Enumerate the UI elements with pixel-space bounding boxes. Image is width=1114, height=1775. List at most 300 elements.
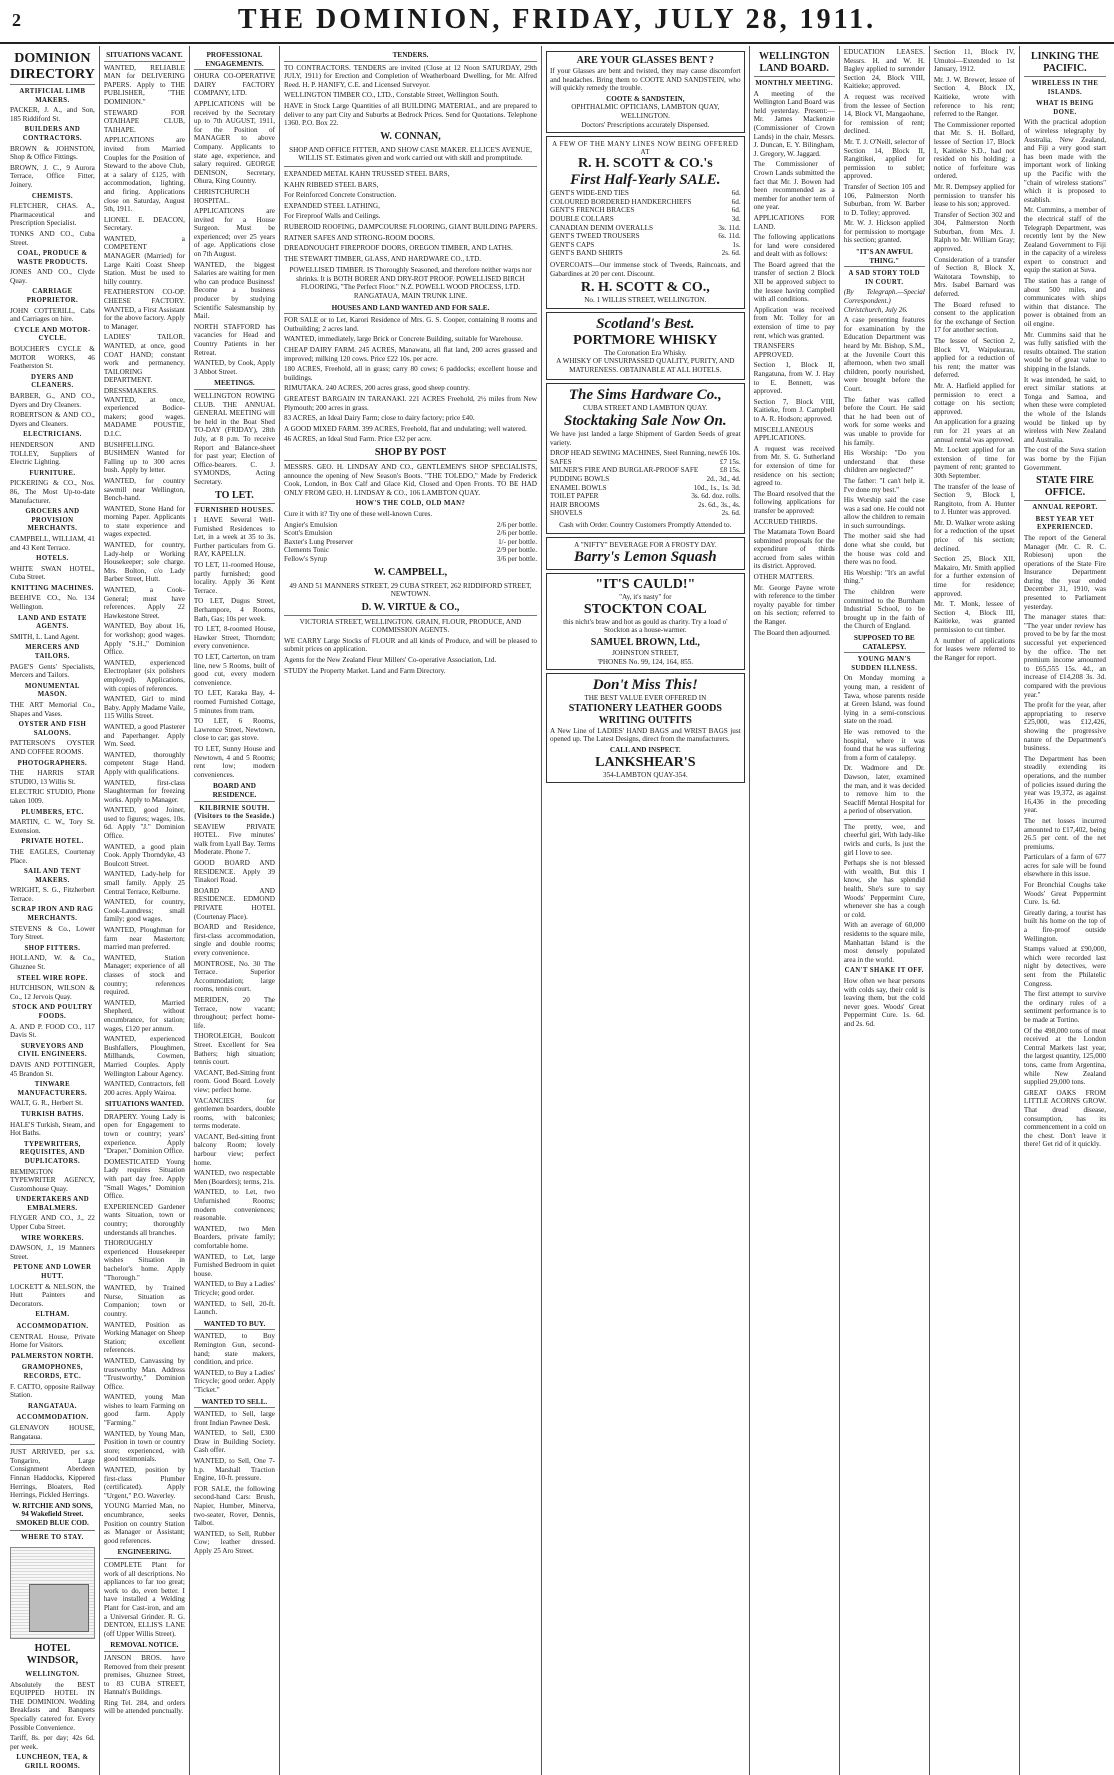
classified-ad: LADIES' TAILOR. WANTED, at once, good COAT HAND; constant work and permanency. TAILORING DEPARTMENT.	[103, 333, 185, 385]
directory-entry: THE ART Memorial Co., Shapes and Vases.	[10, 701, 95, 718]
directory-section-title: RANGATAUA.	[27, 1402, 77, 1410]
article-paragraph: The children were committed to the Burnham Industrial School, to be brought up in the faith of the Church of England.	[843, 588, 925, 631]
price-row-item: SAFES	[550, 457, 572, 466]
article-paragraph: The Board agreed that the transfer of section 2 Block XII be approved subject to the lessee having complied with all conditions.	[753, 260, 835, 304]
price-row-price: 3s. 11d.	[718, 223, 741, 232]
directory-entry: DAVIS AND POTTINGER, 45 Brandon St.	[10, 1060, 95, 1078]
glasses-foot: Doctors' Prescriptions accurately Dispensed.	[581, 120, 710, 129]
tenders-heading: TENDERS.	[284, 51, 537, 62]
wanted-sell-heading: WANTED TO SELL.	[194, 1398, 275, 1409]
hotel-town: WELLINGTON.	[25, 1671, 80, 1679]
article-paragraph: Greatly daring, a tourist has built his home on the top of a fire-proof outside Wellington.	[1023, 908, 1106, 943]
classified-ad: THOROUGHLY experienced Housekeeper wishes Situation in bachelor's home. Apply "Thorough."	[103, 1239, 185, 1282]
price-row	[550, 224, 741, 233]
classified-ad: TO LET, 6 Rooms, Lawrence Street, Newtown, close to car; gas stove.	[193, 717, 275, 743]
miss-item: STATIONERY LEATHER GOODS WRITING OUTFITS	[568, 702, 722, 726]
timber-line: EXPANDED METAL KAHN TRUSSED STEEL BARS,	[284, 169, 450, 178]
timber-line: RATNER SAFES AND STRONG-ROOM DOORS.	[284, 233, 435, 242]
directory-entry: ELECTRIC STUDIO, Phone taken 1009.	[10, 788, 95, 805]
classified-ad: THOROLEIGH, Boulcott Street. Excellent for Sea Bathers; high situation; tennis court.	[193, 1032, 275, 1067]
directory-entry: PICKERING & CO., Nos. 86, The Most Up-to-date Manufacturer.	[10, 479, 95, 505]
article-paragraph: The following applications for land were considered and dealt with as follows:	[753, 233, 835, 259]
classified-ad: WANTED, for country sawmill near Wellington, Bench-hand.	[103, 476, 185, 503]
classified-ad: VACANT, Bed-Sitting front room. Good Board. Lovely view; perfect home.	[193, 1068, 275, 1094]
price-row-item: ENAMEL BOWLS	[550, 483, 607, 492]
article-paragraph: The net losses incurred amounted to £17,402, being 26.5 per cent. of the net premiums.	[1023, 816, 1106, 851]
powellised-text: POWELLISED TIMBER. IS Thoroughly Seasoned, and therefore neither warps nor shrinks. It is BOTH BORER AND DRY-ROT PROOF. POWELLISED BIRCH FLOORING, "The Perfect Floor." N.Z. POWELL WOOD PROCESS, LTD. RANGATAUA, MAIN TRUNK LINE.	[289, 266, 532, 301]
classified-ad: WANTED, to Let, large Furnished Bedroom in quiet house.	[193, 1252, 275, 1278]
classified-ad: DOMESTICATED Young Lady requires Situation with part day free. Apply "Small Wages," Dominion Office.	[103, 1157, 185, 1201]
professional-heading: PROFESSIONAL ENGAGEMENTS.	[194, 51, 275, 70]
article-paragraph: Of the 498,000 tons of meat received at the London Central Markets last year, the largest quantity, 125,000 tons, came from Argentina, while New Zealand supplied 29,000 tons.	[1023, 1026, 1106, 1087]
classified-ad: MERIDEN, 20 The Terrace, now vacant; throughout; perfect home-life.	[193, 995, 275, 1030]
article-paragraph: On Monday morning a young man, a resident of Tawa, whose parents reside at Green Island, was found lying in a semi-conscious state on the road.	[843, 674, 925, 726]
directory-section-title: UNDERTAKERS AND EMBALMERS.	[15, 1196, 90, 1212]
classified-ad: TO LET, Carterton, on tram line, new 5 Rooms, built of good cut, every modern convenience.	[193, 653, 275, 687]
classified-ad: DRESSMAKERS. WANTED, at once, experienced Bodice-makers; good wages. MADAME POUSTIE, D.I.C.	[103, 386, 185, 438]
scott-sale: First Half-Yearly SALE.	[570, 172, 721, 189]
directory-section-title: WIRE WORKERS.	[20, 1234, 84, 1242]
directory-entry: ROBERTSON & AND CO., Dyers and Cleaners.	[10, 411, 95, 428]
directory-section-title: BUILDERS AND CONTRACTORS.	[22, 126, 83, 142]
classified-ad: TO LET, 11-roomed House, partly furnished; good locality. Apply 36 Kent Terrace.	[193, 561, 275, 595]
article-paragraph: Application was received from Mr. Tolley for an extension of time to pay rent, which was granted.	[753, 305, 835, 340]
campbell-heading: HOW'S THE COLD, OLD MAN?	[355, 500, 466, 508]
property-ad: A GOOD MIXED FARM. 399 ACRES, Freehold, flat and undulating; well watered.	[284, 424, 527, 433]
directory-entry: PAGE'S Gents' Specialists, Mercers and Tailors.	[10, 662, 95, 680]
classified-ad: WANTED, to Buy Remington Gun, second-hand; state makers, condition, and price.	[193, 1332, 275, 1367]
campbell-address: 49 AND 51 MANNERS STREET, 29 CUBA STREET, 262 RIDDIFORD STREET, NEWTOWN.	[289, 581, 532, 599]
price-row-item: COLOURED BORDERED HANDKERCHIEFS	[550, 197, 692, 206]
classified-ad: WANTED, Married Shepherd, without encumbrance, for station; wages, £120 per annum.	[103, 998, 185, 1033]
article-paragraph: The father: "I can't help it. I've done my best."	[843, 476, 925, 494]
property-ad: 180 ACRES, Freehold, all in grass; carry 80 cows; 6 paddocks; excellent house and buildings.	[284, 365, 537, 382]
article-paragraph: Perhaps she is not blessed with wealth, But this I know, she has splendid health, She's sure to say Woods' Peppermint Cure, whenever she has a cough or cold.	[843, 859, 925, 919]
directory-entry: JOHN COTTERILL, Cabs and Carriages on hire.	[10, 306, 95, 324]
directory-heading: DOMINION DIRECTORY	[10, 51, 95, 85]
article-paragraph: Mr. George Payne wrote with reference to the timber royalty payable for timber on his section; referred to the Ranger.	[753, 583, 835, 627]
board-list	[194, 823, 275, 1317]
article-paragraph: His Worship said the case was a sad one. He could not allow the children to remain in such surroundings.	[843, 496, 925, 530]
whisky-ad	[546, 312, 745, 381]
price-row-price: 2s. 6d., 3s., 4s.	[698, 500, 741, 509]
removal-text: JANSON BROS. have Removed from their present premises, Ghuznee Street, to 83 CUBA STREET, Hannah's Buildings.	[103, 1653, 185, 1697]
directory-entry: JONES AND CO., Clyde Quay.	[10, 268, 95, 285]
directory-entry: MARTIN, C. W., Tory St. Extension.	[10, 818, 95, 835]
miss-heading: Don't Miss This!	[592, 677, 698, 694]
brown-address: JOHNSTON STREET,	[612, 648, 679, 657]
price-row-item: Fellow's Syrup	[284, 554, 328, 563]
lankshear-ad	[546, 673, 745, 783]
classified-ad: WANTED, Station Manager; experience of all classes of stock and country; references required.	[103, 953, 185, 997]
classified-ad: WANTED, Boy about 16, for workshop; good wages. Apply "S.H.," Dominion Office.	[103, 622, 185, 657]
miss-sub: THE BEST VALUE EVER OFFERED IN	[584, 694, 707, 703]
article-paragraph: Consideration of a transfer of Section 8, Block X, Waitotara Township, to Mrs. Isabel Barnard was deferred.	[933, 255, 1015, 299]
to-let-list	[194, 516, 275, 779]
miss-text: A New Line of LADIES' HAND BAGS and WRIST BAGS just opened up. The Latest Designs, direct from the manufacturers.	[550, 726, 741, 744]
hotel-engraving	[10, 1547, 95, 1639]
article-paragraph: Section 11, Block IV, Umutoi—Extended to 1st January, 1912.	[933, 48, 1015, 74]
article-paragraph: For Bronchial Coughs take Woods' Great Peppermint Cure. 1s. 6d.	[1023, 881, 1106, 907]
article-paragraph: Mr. J. W. Brewer, lessee of Section 4, Block IX, Kaitieke, wrote with reference to his rent; referred to the Ranger.	[933, 75, 1015, 119]
study-text: STUDY the Property Market. Land and Farm Directory.	[284, 666, 446, 675]
article-paragraph: The lessee of Section 2, Block VI, Waipukurau, applied for a reduction of his rent; the matter was deferred.	[933, 337, 1015, 380]
price-row-price: 2/9 per bottle.	[496, 546, 537, 555]
price-row-price: 3d.	[731, 214, 741, 223]
lindsay-heading: SHOP BY POST	[284, 447, 537, 461]
awful-heading: "IT'S AN AWFUL THING."	[844, 248, 925, 267]
property-ad: 83 ACRES, an Ideal Dairy Farm; close to dairy factory; price £40.	[284, 414, 475, 423]
directory-section-title: HOTELS.	[36, 555, 69, 563]
article-paragraph: The pretty, wee, and cheerful girl, With lady-like twirls and curls, Is just the girl I love to see.	[843, 822, 925, 857]
price-row-price: £6 10s.	[719, 449, 741, 458]
price-row-price: 2s. 6d.	[721, 509, 741, 518]
directory-section-title: ARTIFICIAL LIMB MAKERS.	[19, 88, 86, 104]
column-7	[840, 46, 930, 1775]
classified-ad: WANTED, the biggest Salaries are waiting for men who can produce Business! Become a business producer by studying Scientific Salesmanship by Mail.	[193, 260, 275, 321]
price-row	[550, 232, 741, 241]
price-row	[550, 492, 741, 501]
brown-phone: 'PHONES No. 99, 124, 164, 855.	[597, 657, 694, 666]
price-row-item: TOILET PAPER	[550, 492, 599, 501]
directory-entry: CENTRAL House, Private Home for Visitors.	[10, 1332, 95, 1350]
price-row	[550, 189, 741, 198]
price-row-price: 1/- per bottle.	[498, 537, 537, 546]
classified-ad: WANTED, experienced Bushfallers, Ploughmen, Millhands, Cowmen, Married Couples. Apply Wellington Labour Agency.	[103, 1035, 185, 1078]
whisky-brand: PORTMORE WHISKY	[573, 332, 718, 348]
education-leases-article	[844, 48, 925, 245]
directory-entry: BROWN & JOHNSTON, Shop & Office Fittings.	[10, 144, 95, 162]
column-4	[280, 46, 542, 1775]
miss-call: CALL AND INSPECT.	[609, 745, 681, 754]
directory-entry: STEVENS & Co., Lower Tory Street.	[10, 924, 95, 942]
classified-ad: WANTED, a COMPETENT MANAGER (Married) for Large Kaiti Coast Sheep Station. Must be used to hilly country.	[103, 234, 185, 286]
directory-section-title: CARRIAGE PROPRIETOR.	[26, 288, 79, 305]
columns	[6, 46, 1110, 1770]
classified-ad: FEATHERSTON CO-OP. CHEESE FACTORY. WANTED, a First Assistant for the above factory. Apply to Manager.	[103, 288, 185, 331]
classified-ad: TO LET, Dugus Street, Berhampore, 4 Rooms, Bath, Gas; 10s per week.	[193, 597, 275, 623]
price-row	[550, 206, 741, 215]
scott-intro: A FEW OF THE MANY LINES NOW BEING OFFERED AT	[552, 140, 739, 157]
price-row	[550, 475, 741, 484]
price-row-item: Scott's Emulsion	[284, 529, 333, 538]
classified-ad: WANTED, good Joiner, used to figures; wages, 10s. 6d. Apply "J." Dominion Office.	[103, 806, 185, 841]
situations-vacant-list	[104, 64, 185, 1098]
directory-entry: HUTCHISON, WILSON & Co., 12 Jervois Quay.	[10, 984, 95, 1001]
price-row	[550, 215, 741, 224]
property-ad: WANTED, immediately, large Brick or Concrete Building, suitable for Warehouse.	[284, 335, 523, 344]
column-1	[6, 46, 100, 1775]
shake-heading: CAN'T SHAKE IT OFF.	[844, 967, 924, 975]
pacific-subheading: WIRELESS IN THE ISLANDS.	[1031, 80, 1099, 96]
classified-ad: WANTED, two Men Boarders, private family; comfortable home.	[193, 1224, 275, 1250]
directory-entry: BARBER, G., AND CO., Dyers and Dry Cleaners.	[10, 392, 95, 409]
price-row-item: GENT'S TWEED TROUSERS	[550, 232, 640, 241]
price-row-price: 10d., 1s., 1s. 3d.	[693, 483, 741, 492]
classified-ad: WANTED, a good Plasterer and Paperhanger. Apply Wm. Seed.	[103, 722, 185, 749]
article-paragraph: The report of the General Manager (Mr. C. R. C. Robieson) upon the operations of the State Fire Insurance Department during the year ended December 31, 1910, was presented to Parliament yesterday.	[1023, 533, 1106, 611]
price-row	[284, 529, 537, 538]
price-row-item: DOUBLE COLLARS	[550, 214, 614, 223]
classified-ad: VACANT, Bed-sitting front balcony Room; lovely harbour view; perfect home.	[193, 1132, 275, 1167]
brown-name: SAMUEL BROWN, Ltd.,	[590, 636, 700, 648]
classified-ad: WANTED, by Young Man, Position in town or country store; experienced, with good testimonials.	[103, 1429, 185, 1464]
article-paragraph: The manager states that: "The year under review has proved to be by far the most successful yet experienced by the office. The net premium income amounted to £65,555 15s. 4d., an increase of £14,208 3s. 3d. compared with the previous year."	[1023, 613, 1106, 699]
to-let-heading: TO LET.	[194, 490, 275, 504]
price-row-price: 1s.	[732, 240, 741, 249]
directory-entry: WRIGHT, S. G., Fitzherbert Terrace.	[10, 886, 95, 903]
page-number: 2	[12, 10, 21, 30]
article-paragraph: The profit for the year, after appropriating to reserve £25,000, was £12,426, showing the progressive nature of the Department's business.	[1023, 701, 1106, 753]
pacific-subheading-2: WHAT IS BEING DONE.	[1036, 100, 1094, 116]
directory-entry: HENDERSON AND TOLLEY, Suppliers of Electric Lighting.	[10, 440, 95, 467]
lemon-name: Barry's Lemon Squash	[574, 549, 717, 566]
directory-section-title: PRIVATE HOTEL.	[21, 838, 84, 846]
classified-ad: WANTED, to Sell, large front Indian Pawnee Desk.	[193, 1410, 275, 1427]
price-row-price: 2s. 6d.	[721, 249, 741, 258]
classified-ad: WANTED, a good plain Cook. Apply Thorndyke, 43 Boulcott Street.	[103, 842, 185, 868]
sims-text: We have just landed a large Shipment of Garden Seeds of great variety.	[550, 430, 741, 447]
classified-ad: WANTED, thoroughly competent Stage Hand. Apply with qualifications.	[103, 750, 185, 776]
glasses-sub: OPHTHALMIC OPTICIANS, LAMBTON QUAY, WELLINGTON.	[571, 103, 720, 120]
article-paragraph: The first attempt to survive the ordinary rules of a sentiment performance is to be made at Tortino.	[1023, 990, 1106, 1024]
wanted-buy-heading: WANTED TO BUY.	[194, 1320, 275, 1331]
property-ad: 46 ACRES, an Ideal Stud Farm. Price £32 per acre.	[284, 435, 432, 444]
classified-ad: BOARD AND RESIDENCE. EDMOND PRIVATE HOTEL (Courtenay Place).	[193, 886, 275, 921]
directory-section-title: LAND AND ESTATE AGENTS.	[17, 614, 87, 631]
price-row-price: 6d.	[731, 197, 741, 206]
fire-office-subheading-2: BEST YEAR YET EXPERIENCED.	[1035, 515, 1095, 532]
classified-ad: WANTED, two respectable Men (Boarders); terms, 21s.	[193, 1169, 275, 1186]
meetings-text: WELLINGTON ROWING CLUB. THE ANNUAL GENERAL MEETING will be held in the Boat Shed TO-DAY (FRIDAY), 28th July, at 8 p.m. To receive Report and Balance-sheet for past year; Election of Office-bearers. C. J. SYMONDS, Acting Secretary.	[193, 391, 275, 486]
scott-ad	[546, 136, 745, 309]
furnished-heading: FURNISHED HOUSES.	[195, 506, 274, 514]
sims-name: The Sims Hardware Co.,	[568, 387, 722, 404]
coal-ad	[546, 573, 745, 670]
classified-ad: FOR SALE, the following second-hand Cars: Brush, Napier, Humber, Minerva, two-seater, Rover, Dennis, Talbot.	[193, 1484, 275, 1528]
awful-subheading: A SAD STORY TOLD IN COURT.	[848, 270, 920, 286]
column-2	[100, 46, 190, 1775]
price-row-price: 6d.	[731, 206, 741, 215]
price-row-item: GENT'S CAPS	[550, 240, 595, 249]
classified-ad: WANTED, a Cook-General; must have references. Apply 22 Hawkestone Street.	[103, 586, 185, 620]
column-8	[930, 46, 1020, 1775]
article-paragraph: Mr. Cummins said that he was fully satisfied with the results obtained. The station would be of great value to shipping in the Islands.	[1023, 330, 1106, 373]
catalepsy-article	[844, 674, 925, 816]
situations-wanted-list	[104, 1113, 185, 1546]
land-board-continued	[934, 48, 1015, 662]
classified-ad: EXPERIENCED Gardener wants Situation, town or country; thoroughly understands all branches.	[103, 1202, 185, 1237]
glasses-heading: ARE YOUR GLASSES BENT ?	[576, 55, 714, 66]
directory-entry: SMITH, L. Land Agent.	[10, 632, 80, 641]
article-paragraph: His Worship: "It's an awful thing."	[843, 568, 925, 586]
directory-entry: WHITE SWAN HOTEL, Cuba Street.	[10, 564, 95, 582]
houses-heading: HOUSES AND LAND WANTED AND FOR SALE.	[284, 304, 537, 315]
price-row-price: £7 15s.	[719, 457, 741, 466]
hotel-lunch: LUNCHEON, TEA, & GRILL ROOMS.	[16, 1754, 89, 1770]
tender-ad: HAVE in Stock Large Quantities of all BUILDING MATERIAL, and are prepared to deliver to any part City and Suburbs at Bedrock Prices. Send for Quotations. Telephone 1360. P.O. Box 22.	[284, 101, 537, 128]
article-paragraph: Mr. T. Monk, lessee of Section 4, Block III, Kaitieke, was granted permission to cut timber.	[933, 600, 1015, 634]
article-paragraph: The Matamata Town Board submitted proposals for the expenditure of thirds accrued from sales within its district. Approved.	[753, 528, 835, 571]
professional-list	[194, 72, 275, 376]
cauld-coal: STOCKTON COAL	[583, 601, 707, 617]
fish-seller: W. RITCHIE AND SONS, 94 Wakefield Street. SMOKED BLUE COD.	[12, 1501, 93, 1527]
directory-section-title: ELTHAM.	[35, 1311, 70, 1319]
classified-ad: CHRISTCHURCH HOSPITAL.	[193, 187, 250, 205]
directory-section-title: GROCERS AND PROVISION MERCHANTS.	[25, 508, 80, 533]
directory-entry: BEEHIVE CO., No. 134 Wellington.	[10, 594, 95, 612]
pacific-article	[1024, 118, 1106, 472]
classified-ad: BOARD and Residence, first-class accommodation, single and double rooms; every convenience.	[193, 923, 275, 957]
directory-section-title: PLUMBERS, ETC.	[21, 808, 84, 816]
sims-price-list	[550, 449, 741, 518]
catalepsy-subheading: YOUNG MAN'S SUDDEN ILLNESS.	[851, 656, 918, 672]
fire-office-article	[1024, 534, 1106, 1149]
land-board-subheading: MONTHLY MEETING.	[755, 80, 833, 87]
article-paragraph: Stamps valued at £90,000, which were recorded last night by detectives, were sent from the Philatelic Congress.	[1023, 945, 1106, 988]
price-row-price: 3/6 per bottle.	[496, 554, 537, 563]
classified-ad: LIONEL E. DEACON, Secretary.	[103, 215, 185, 233]
price-row-item: SHOVELS	[550, 509, 583, 518]
engineering-text: COMPLETE Plant for work of all descriptions. No appliances to far too great; work to do, even better. I have installed a Welding Plant for Cast-iron, and am a Universal Grinder. R. G. DENTON, ELLIS'S LANE (off Upper Willis Street).	[103, 1560, 185, 1638]
classified-ad: VACANCIES for gentlemen boarders, double rooms, with balconies; terms moderate.	[193, 1096, 275, 1131]
glasses-firm: COOTE & SANDSTEIN,	[606, 94, 685, 103]
price-row-item: PUDDING BOWLS	[550, 475, 610, 484]
paragraphs-list	[844, 823, 925, 965]
timber-line: For Fireproof Walls and Ceilings.	[284, 212, 381, 221]
classified-ad: TO LET, Karaka Bay, 4-roomed Furnished Cottage, 5 minutes from tram.	[193, 689, 275, 715]
classified-ad: WANTED, Contractors, fell 200 acres. Apply Wairoa.	[103, 1080, 185, 1097]
directory-section-title: STEEL WIRE ROPE.	[17, 974, 88, 982]
article-paragraph: Section 1, Block II, Rangatuna, from W. J. Hay to E. Bennett, was approved.	[753, 361, 835, 396]
price-row-item: Baxter's Lung Preserver	[284, 537, 354, 546]
virtue-text: WE CARRY Large Stocks of FLOUR and all kinds of Produce, and will be pleased to submit prices on application.	[284, 636, 537, 654]
classified-ad: WANTED, Ploughman for farm near Masterton; married man preferred.	[103, 926, 185, 952]
directory-section-title: STOCK AND POULTRY FOODS.	[12, 1004, 93, 1020]
directory-section-title: PALMERSTON NORTH.	[11, 1352, 94, 1360]
price-row	[550, 501, 741, 510]
lindsay-text: MESSRS. GEO. H. LINDSAY AND CO., GENTLEMEN'S SHOP SPECIALISTS, announce the opening of New Season's Boots. "THE TOLEDO," Made by Frederick Cook, London, in Box Calf and Glace Kid, Closed and Open Fronts. TO BE HAD ONLY FROM GEO. H. LINDSAY & CO., 106 LAMBTON QUAY.	[284, 462, 537, 497]
directory-entry: HOLLAND, W. & Co., Ghuznee St.	[10, 954, 95, 972]
article-paragraph: MISCELLANEOUS APPLICATIONS.	[753, 425, 814, 443]
article-paragraph: A number of applications for leases were referred to the Ranger for report.	[933, 636, 1015, 662]
article-paragraph: APPLICATIONS FOR LAND.	[753, 213, 835, 231]
classified-ad: WANTED, Girl to mind Baby. Apply Madame Vaile, 115 Willis Street.	[103, 695, 185, 721]
situations-wanted-heading: SITUATIONS WANTED.	[104, 1100, 185, 1111]
directory-list	[10, 88, 95, 1441]
article-paragraph: Section 7, Block VIII, Kaitieke, from J. Campbell to A. R. Hodson; approved.	[753, 397, 835, 423]
sims-foot: Cash with Order. Country Customers Promptly Attended to.	[559, 521, 732, 529]
directory-section-title: FURNITURE.	[29, 469, 76, 477]
price-row-item: GENT'S FRENCH BRACES	[550, 206, 635, 215]
price-row	[550, 466, 741, 475]
directory-section-title: SAIL AND TENT MAKERS.	[23, 868, 81, 884]
glasses-text: If your Glasses are bent and twisted, they may cause discomfort and headaches. Bring them to COOTE AND SANDSTEIN, who will quickly remedy the trouble.	[550, 67, 741, 93]
price-row	[284, 555, 537, 564]
price-row	[550, 249, 741, 258]
classified-ad: OHURA CO-OPERATIVE DAIRY FACTORY COMPANY, LTD.	[193, 72, 275, 98]
hotel-name: HOTEL WINDSOR,	[26, 1643, 79, 1667]
article-paragraph: Section 25, Block XII, Makairo, Mr. Smith applied for a further extension of time for residence; approved.	[933, 555, 1015, 598]
classified-ad: WANTED, Canvassing by trustworthy Man. Address "Trustworthy," Dominion Office.	[103, 1356, 185, 1391]
whisky-sub: The Coronation Era Whisky.	[604, 348, 687, 357]
directory-section-title: ELECTRICIANS.	[23, 431, 82, 439]
article-paragraph: Transfer of Section 105 and 106, Palmerston North Suburban, from W. Barber to D. Tolley; approved.	[843, 182, 925, 217]
price-row	[550, 458, 741, 467]
scott-name: R. H. SCOTT & CO.'s	[577, 156, 713, 172]
directory-section-title: DYERS AND CLEANERS.	[31, 373, 74, 390]
virtue-address: VICTORIA STREET, WELLINGTON. GRAIN, FLOUR, PRODUCE, AND COMMISSION AGENTS.	[299, 617, 522, 635]
property-ad: CHEAP DAIRY FARM. 245 ACRES, Manawatu, all flat land, 200 acres grassed and improved; milking 120 cows. Price £22 10s. per acre.	[284, 346, 537, 363]
property-ad: GREATEST BARGAIN IN TARANAKI. 221 ACRES Freehold, 2½ miles from New Plymouth; 200 acres in grass.	[284, 395, 537, 412]
price-row	[284, 521, 537, 530]
directory-section-title: SCRAP IRON AND RAG MERCHANTS.	[11, 906, 94, 923]
price-row-item: DROP HEAD SEWING MACHINES, Steel Running, new	[550, 449, 720, 458]
directory-section-title: CHEMISTS.	[31, 192, 73, 200]
directory-entry: WALT, G. R., Herbert St.	[10, 1099, 83, 1108]
price-row-price: 2d., 3d., 4d.	[706, 475, 741, 484]
directory-section-title: TURKISH BATHS.	[20, 1110, 84, 1118]
price-row-price: £8 15s.	[719, 466, 741, 475]
article-paragraph: OTHER MATTERS.	[753, 573, 814, 582]
wanted-buy-list	[194, 1332, 275, 1394]
article-paragraph: A request was received from Mr. S. G. Sutherland for extension of time for residence on his section; agreed to.	[753, 444, 835, 488]
classified-ad: WANTED, Stone Hand for morning Paper. Applicants to state experience and wages expected.	[103, 504, 185, 539]
classified-ad: WANTED, young Man wishes to learn Farming on good farm. Apply "Farming."	[103, 1393, 185, 1428]
whisky-text: A WHISKY OF UNSURPASSED QUALITY, PURITY, AND MATURENESS. OBTAINABLE AT ALL HOTELS.	[556, 357, 735, 374]
connan-text: SHOP AND OFFICE FITTER, AND SHOW CASE MAKER. ELLICE'S AVENUE, WILLIS ST. Estimates given and work carried out with skill and promptitude.	[289, 145, 532, 163]
directory-entry: THE EAGLES, Courtenay Place.	[10, 847, 95, 865]
price-row-item: HAIR BROOMS	[550, 500, 600, 509]
classified-ad: WANTED, to Buy a Ladies' Tricycle; good order.	[193, 1280, 275, 1297]
article-paragraph: The transfer of the lease of Section 9, Block I, Rangitoto, from A. Hunter to J. Hunter was approved.	[933, 482, 1015, 517]
article-paragraph: The cost of the Suva station was borne by the Fijian Government.	[1023, 446, 1106, 472]
sims-ad	[546, 383, 745, 533]
price-row-item: GENT'S BAND SHIRTS	[550, 249, 623, 258]
article-paragraph: With an average of 60,000 residents to the square mile, Manhattan Island is the most densely populated area in the world.	[843, 921, 925, 964]
classified-ad: WANTED, experienced Electroplater (six polishers employed). Applications, with copies of references.	[103, 658, 185, 693]
classified-ad: WANTED, to Sell, One 7-h.p. Marshall Traction Engine, 10-ft. pressure.	[193, 1457, 275, 1483]
scott-address: No. 1 WILLIS STREET, WELLINGTON.	[584, 296, 707, 305]
directory-entry: HALE'S Turkish, Steam, and Hot Baths.	[10, 1120, 95, 1138]
tenders-list	[284, 64, 537, 128]
directory-entry: A. AND P. FOOD CO., 117 Davis St.	[10, 1022, 95, 1040]
classified-ad: TO LET, Sunny House and Newtown, 4 and 5 Rooms; rent low; modern conveniences.	[193, 744, 275, 779]
article-paragraph: A meeting of the Wellington Land Board was held yesterday. Present:—Mr. James Mackenzie (Commissioner of Crown Lands) in the chair, Messrs. J. Duncan, E. Y. Bilingham, J. Gregory, W. Jaggard.	[753, 89, 835, 158]
directory-section-title: TYPEWRITERS, REQUISITES, AND DUPLICATORS.	[19, 1140, 86, 1165]
directory-section-title: KNITTING MACHINES.	[11, 584, 94, 592]
directory-section-title: SURVEYORS AND CIVIL ENGINEERS.	[17, 1042, 87, 1059]
classified-ad: MONTROSE, No. 30 The Terrace. Superior Accommodation; large rooms, tennis court.	[193, 959, 275, 994]
directory-section-title: CYCLE AND MOTOR-CYCLE.	[14, 326, 91, 343]
price-row	[284, 538, 537, 547]
classified-ad: WANTED, to Sell, 20-ft. Launch.	[193, 1299, 275, 1317]
hotel-text: Absolutely the BEST EQUIPPED HOTEL IN THE DOMINION. Wedding Breakfasts and Banquets Specially catered for. Every Possible Convenience.	[10, 1680, 95, 1732]
price-row	[550, 484, 741, 493]
price-row	[550, 241, 741, 250]
article-paragraph: Mr. A. Hatfield applied for permission to erect a cottage on his section; approved.	[933, 381, 1015, 416]
directory-entry: LOCKETT & NELSON, the Hutt Painters and Decorators.	[10, 1282, 95, 1308]
article-paragraph: His Worship: "Do you understand that these children are neglected?"	[843, 449, 925, 475]
campbell-price-list	[284, 521, 537, 564]
timber-line: THE STEWART TIMBER, GLASS, AND HARDWARE CO., LTD.	[284, 254, 482, 263]
campbell-name: W. CAMPBELL,	[373, 566, 448, 578]
page-title: THE DOMINION, FRIDAY, JULY 28, 1911.	[237, 4, 877, 35]
scott-overcoats: OVERCOATS—Our immense stock of Tweeds, Raincoats, and Gabardines at 20 per cent. Discount.	[550, 260, 741, 278]
whisky-heading: Scotland's Best.	[596, 315, 695, 332]
article-paragraph: A case presenting features for examination by the Education Department was heard by Mr. Bishop, S.M., at the Juvenile Court this afternoon, when two small children, poorly nourished, were brought before the Court.	[843, 316, 925, 393]
land-board-article	[754, 90, 835, 638]
